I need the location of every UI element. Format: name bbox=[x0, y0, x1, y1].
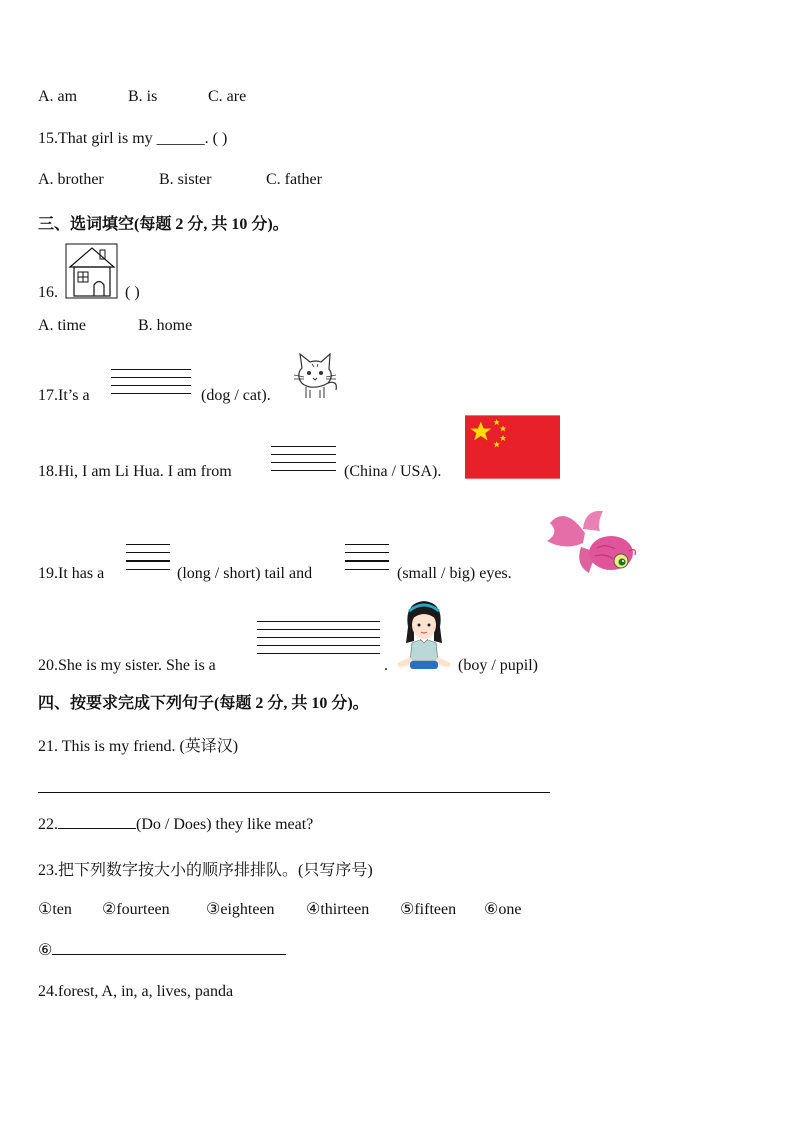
q23-item: ⑤fifteen bbox=[400, 901, 457, 918]
q22-number: 22. bbox=[38, 816, 58, 833]
q20-dot: . bbox=[384, 657, 388, 674]
q16-option-a: A. time bbox=[38, 317, 86, 334]
q23-item: ④thirteen bbox=[306, 901, 370, 918]
q23-item: ①ten bbox=[38, 901, 72, 918]
q20-choices: (boy / pupil) bbox=[458, 657, 538, 674]
q17-choices: (dog / cat). bbox=[201, 387, 271, 404]
q16-option-b: B. home bbox=[138, 317, 193, 334]
q15-question: 15.That girl is my ______. ( ) bbox=[38, 130, 228, 147]
q19-prefix: 19.It has a bbox=[38, 565, 105, 582]
q23-items bbox=[38, 899, 521, 919]
china-flag bbox=[465, 415, 560, 479]
q19-blank-lines-eyes[interactable] bbox=[345, 544, 389, 577]
house-icon bbox=[65, 243, 119, 300]
q16-number: 16. bbox=[38, 284, 58, 301]
q22-rest: (Do / Does) they like meat? bbox=[136, 816, 314, 833]
q18-prefix: 18.Hi, I am Li Hua. I am from bbox=[38, 463, 232, 480]
q14-option-b: B. is bbox=[128, 88, 158, 105]
q22-blank[interactable] bbox=[58, 828, 136, 829]
q14-options bbox=[38, 88, 246, 106]
q19-middle: (long / short) tail and bbox=[177, 565, 313, 582]
q24-question: 24.forest, A, in, a, lives, panda bbox=[38, 983, 234, 1000]
section-4-heading: 四、按要求完成下列句子(每题 2 分, 共 10 分)。 bbox=[38, 695, 369, 712]
q23-answer-prefix: ⑥ bbox=[38, 942, 53, 959]
section-3-heading: 三、选词填空(每题 2 分, 共 10 分)。 bbox=[38, 216, 289, 233]
q23-item: ②fourteen bbox=[102, 901, 170, 918]
q19-blank-lines-tail[interactable] bbox=[126, 544, 170, 577]
q22-question bbox=[38, 816, 313, 834]
q15-option-a: A. brother bbox=[38, 171, 104, 188]
q23-answer bbox=[38, 940, 286, 960]
q17-blank-lines[interactable] bbox=[111, 369, 191, 401]
q19-suffix: (small / big) eyes. bbox=[397, 565, 512, 582]
cat-picture bbox=[290, 350, 340, 400]
q14-option-a: A. am bbox=[38, 88, 78, 105]
q23-item: ⑥one bbox=[484, 901, 522, 918]
q20-prefix: 20.She is my sister. She is a bbox=[38, 657, 216, 674]
q14-option-c: C. are bbox=[208, 88, 247, 105]
girl-picture bbox=[396, 597, 452, 671]
q23-item: ③eighteen bbox=[206, 901, 275, 918]
q20-blank-lines[interactable] bbox=[257, 621, 380, 661]
goldfish-picture bbox=[545, 503, 640, 578]
q15-option-c: C. father bbox=[266, 171, 322, 188]
q23-question: 23.把下列数字按大小的顺序排排队。(只写序号) bbox=[38, 862, 373, 879]
q18-choices: (China / USA). bbox=[344, 463, 442, 480]
q16-options bbox=[38, 317, 192, 335]
q18-blank-lines[interactable] bbox=[271, 446, 336, 478]
q23-answer-blank[interactable] bbox=[52, 954, 286, 955]
q21-question: 21. This is my friend. (英译汉) bbox=[38, 738, 239, 755]
q16-answer-paren: ( ) bbox=[125, 284, 140, 301]
q17-prefix: 17.It’s a bbox=[38, 387, 90, 404]
q21-answer-line[interactable] bbox=[38, 792, 550, 793]
q15-option-b: B. sister bbox=[159, 171, 212, 188]
q15-options bbox=[38, 171, 322, 189]
